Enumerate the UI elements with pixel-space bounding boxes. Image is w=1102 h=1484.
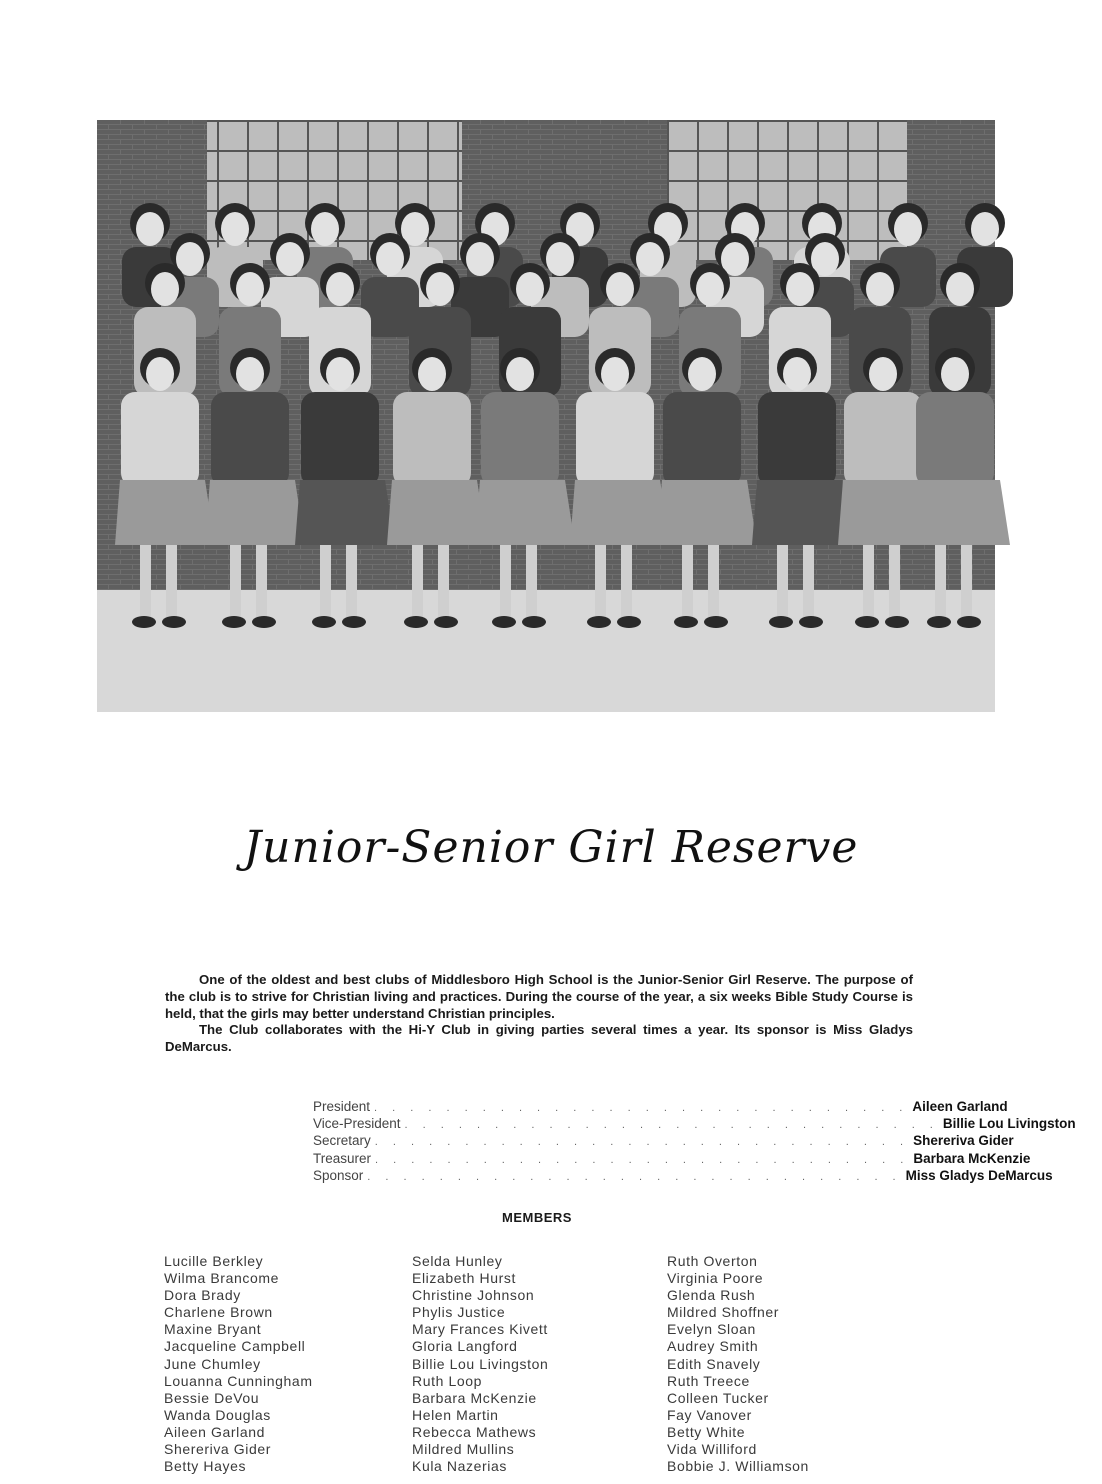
officer-role: Treasurer — [313, 1150, 372, 1166]
officer-name: Aileen Garland — [912, 1099, 1008, 1114]
officer-role: Secretary — [313, 1133, 371, 1149]
member-name: Vida Williford — [667, 1441, 757, 1458]
member-name: Fay Vanover — [667, 1406, 752, 1423]
member-name: Shereriva Gider — [164, 1441, 272, 1458]
officer-role: Sponsor — [313, 1167, 364, 1183]
page-title: Junior-Senior Girl Reserve — [243, 822, 859, 873]
officer-row-treasurer — [313, 1150, 1031, 1168]
member-name: Louanna Cunningham — [164, 1372, 313, 1389]
members-column-2 — [412, 1253, 548, 1475]
leader-dots: . . . . . . . . . . . . . . . . . . . . . . . . . . . . . . — [375, 1153, 910, 1166]
intro-paragraph-2: The Club collaborates with the Hi-Y Club in giving parties several times a year. Its sponsor is Miss Gladys DeMarcus. — [165, 1022, 913, 1055]
officer-row-secretary — [313, 1133, 1014, 1150]
member-name: Betty White — [667, 1423, 746, 1440]
member-name: Barbara McKenzie — [412, 1389, 537, 1406]
member-name: June Chumley — [164, 1355, 261, 1372]
officer-name: Billie Lou Livingston — [942, 1116, 1076, 1132]
intro-text — [165, 972, 913, 1056]
member-name: Mary Frances Kivett — [412, 1321, 548, 1338]
member-name: Kula Nazerias — [412, 1458, 507, 1475]
member-name: Helen Martin — [412, 1406, 499, 1423]
officers-list — [313, 1099, 1076, 1185]
member-name: Edith Snavely — [667, 1355, 761, 1372]
member-name: Dora Brady — [164, 1287, 241, 1304]
officer-role: President — [313, 1099, 371, 1114]
member-name: Elizabeth Hurst — [412, 1270, 516, 1287]
group-photo-image — [97, 120, 995, 712]
member-name: Colleen Tucker — [667, 1389, 769, 1406]
member-name: Virginia Poore — [667, 1270, 764, 1287]
officer-row-sponsor — [313, 1167, 1053, 1185]
members-column-1 — [164, 1253, 313, 1475]
member-name: Lucille Berkley — [164, 1253, 264, 1269]
member-name: Evelyn Sloan — [667, 1321, 756, 1338]
leader-dots: . . . . . . . . . . . . . . . . . . . . . . . . . . . . . . — [404, 1119, 939, 1132]
member-name: Bessie DeVou — [164, 1389, 260, 1406]
member-name: Christine Johnson — [412, 1287, 535, 1304]
member-name: Selda Hunley — [412, 1253, 503, 1269]
member-name: Ruth Loop — [412, 1372, 483, 1389]
member-name: Mildred Shoffner — [667, 1304, 780, 1321]
member-name: Audrey Smith — [667, 1338, 759, 1355]
group-photo — [97, 120, 995, 712]
member-name: Phylis Justice — [412, 1304, 506, 1321]
member-name: Billie Lou Livingston — [412, 1355, 549, 1372]
intro-paragraph-1: One of the oldest and best clubs of Middlesboro High School is the Junior-Senior Girl Reserve. The purpose of the club is to strive for Christian living and practices. During the course of the year, a six weeks Bible Study Course is held, that the girls may better understand Christian principles. — [165, 972, 913, 1021]
members-column-3 — [667, 1253, 809, 1475]
officer-name: Shereriva Gider — [913, 1133, 1014, 1149]
officer-row-vice-president — [313, 1116, 1076, 1133]
member-name: Glenda Rush — [667, 1287, 756, 1304]
officer-name: Miss Gladys DeMarcus — [905, 1167, 1053, 1183]
member-name: Wilma Brancome — [164, 1270, 279, 1287]
leader-dots: . . . . . . . . . . . . . . . . . . . . . . . . . . . . . . — [374, 1102, 909, 1114]
members-heading: MEMBERS — [502, 1210, 572, 1225]
member-name: Maxine Bryant — [164, 1321, 262, 1338]
member-name: Mildred Mullins — [412, 1441, 515, 1458]
member-name: Aileen Garland — [164, 1423, 266, 1440]
leader-dots: . . . . . . . . . . . . . . . . . . . . . . . . . . . . . . — [374, 1136, 910, 1149]
window-right — [667, 120, 907, 260]
officer-role: Vice-President — [313, 1116, 401, 1132]
member-name: Ruth Overton — [667, 1253, 758, 1269]
member-name: Gloria Langford — [412, 1338, 518, 1355]
member-name: Jacqueline Campbell — [164, 1338, 306, 1355]
member-name: Bobbie J. Williamson — [667, 1458, 809, 1475]
member-name: Rebecca Mathews — [412, 1423, 537, 1440]
officer-row-president — [313, 1099, 1008, 1116]
member-name: Betty Hayes — [164, 1458, 247, 1475]
member-name: Ruth Treece — [667, 1372, 750, 1389]
leader-dots: . . . . . . . . . . . . . . . . . . . . . . . . . . . . . . — [367, 1170, 902, 1183]
member-name: Wanda Douglas — [164, 1406, 271, 1423]
member-name: Charlene Brown — [164, 1304, 273, 1321]
officer-name: Barbara McKenzie — [913, 1150, 1031, 1166]
